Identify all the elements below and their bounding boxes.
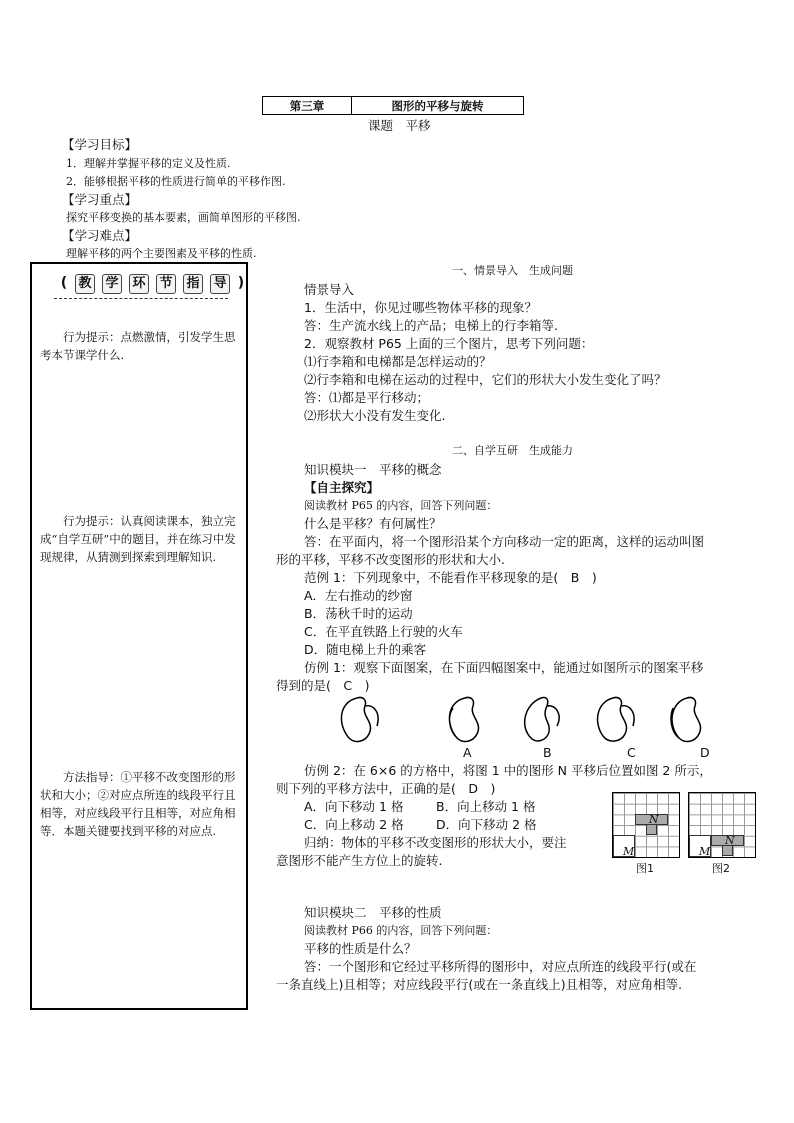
module2-title: 知识模块二 平移的性质 [304, 905, 442, 920]
section1-q2b: ⑵行李箱和电梯在运动的过程中，它们的形状大小发生变化了吗？ [304, 372, 667, 387]
option-a-pattern-icon [449, 697, 478, 741]
option-d-pattern-icon [671, 697, 701, 741]
example1-option-d: D．随电梯上升的乘客 [304, 642, 427, 657]
sidebar-tip-3: 方法指导：①平移不改变图形的形状和大小；②对应点所连的线段平行且相等，对应线段平行且相等，对应角相等．本题关键要找到平移的对应点. [40, 770, 236, 838]
section1-sub: 情景导入 [304, 282, 355, 297]
property-answer-2: 一条直线上)且相等；对应线段平行(或在一条直线上)且相等，对应角相等. [276, 977, 683, 992]
similar2-line2: 则下列的平移方法中，正确的是( D ) [276, 781, 496, 796]
example1-option-a: A．左右推动的纱窗 [304, 588, 413, 603]
sidebar-tip-1: 行为提示：点燃激情，引发学生思考本节课学什么. [40, 330, 236, 362]
concept-answer-2: 形的平移，平移不改变图形的形状和大小. [276, 552, 505, 567]
chapter-label: 第三章 [263, 97, 352, 114]
example1-question: 范例 1：下列现象中，不能看作平移现象的是( B ) [304, 570, 597, 585]
section1-heading: 一、情景导入 生成问题 [452, 264, 573, 277]
grid-figure-1 [612, 792, 680, 858]
section1-q2: 2．观察教材 P65 上面的三个图片，思考下列问题： [304, 336, 594, 351]
shape-m-label: M [699, 845, 711, 858]
sidebar-tip-2: 行为提示：认真阅读课本，独立完成“自学互研”中的题目，并在练习中发现规律，从猜测到探索到理解知识. [40, 514, 236, 564]
choice-label-b: B [543, 745, 552, 760]
figure-2-caption: 图2 [712, 862, 730, 875]
teaching-guide-sidebar [30, 262, 248, 1010]
sidebar-divider [54, 298, 228, 299]
shape-m-label: M [623, 845, 635, 858]
summary-line2: 意图形不能产生方位上的旋转. [276, 853, 443, 868]
concept-question: 什么是平移？有何属性？ [304, 516, 442, 531]
key-heading: 【学习重点】 [62, 192, 138, 207]
sidebar-title-char: 导 [210, 274, 230, 294]
sidebar-title-char: 指 [183, 274, 203, 294]
choice-label-d: D [700, 745, 710, 760]
section1-a1: 答：生产流水线上的产品；电梯上的行李箱等. [304, 318, 558, 333]
difficulty-heading: 【学习难点】 [62, 228, 138, 243]
similar2-option-d: D．向下移动 2 格 [436, 817, 537, 832]
goal-1: 1．理解并掌握平移的定义及性质. [66, 157, 231, 170]
pattern-figures [335, 694, 715, 746]
goal-heading: 【学习目标】 [62, 137, 138, 152]
difficulty-text: 理解平移的两个主要图素及平移的性质. [66, 247, 257, 260]
option-c-pattern-icon [598, 697, 635, 741]
sidebar-title-char: 节 [156, 274, 176, 294]
section1-a2a: 答：⑴都是平行移动； [304, 390, 430, 405]
section1-a2b: ⑵形状大小没有发生变化. [304, 408, 446, 423]
sidebar-title-char: 环 [129, 274, 149, 294]
figure-1-caption: 图1 [636, 862, 654, 875]
section1-q1: 1．生活中，你见过哪些物体平移的现象？ [304, 300, 537, 315]
example1-option-c: C．在平直铁路上行驶的火车 [304, 624, 463, 639]
similar2-line1: 仿例 2：在 6×6 的方格中，将图 1 中的图形 N 平移后位置如图 2 所示， [304, 763, 712, 778]
shape-n-label: N [725, 834, 735, 847]
section2-heading: 二、自学互研 生成能力 [452, 444, 573, 457]
sidebar-title-char: 学 [102, 274, 122, 294]
module1-title: 知识模块一 平移的概念 [304, 462, 442, 477]
similar2-option-c: C．向上移动 2 格 [304, 817, 404, 832]
read-instruction-1: 阅读教材 P65 的内容，回答下列问题： [304, 499, 498, 512]
similar2-option-a: A．向下移动 1 格 [304, 799, 404, 814]
similar1-line2: 得到的是( C ) [276, 678, 370, 693]
section1-q2a: ⑴行李箱和电梯都是怎样运动的？ [304, 354, 492, 369]
read-instruction-2: 阅读教材 P66 的内容，回答下列问题： [304, 924, 498, 937]
sidebar-title-char: 教 [75, 274, 95, 294]
summary-line1: 归纳：物体的平移不改变图形的形状大小，要注 [304, 835, 567, 850]
similar2-option-b: B．向上移动 1 格 [436, 799, 536, 814]
example1-option-b: B．荡秋千时的运动 [304, 606, 413, 621]
chapter-header [262, 96, 524, 115]
sidebar-title [60, 274, 245, 294]
explore-heading: 【自主探究】 [304, 480, 380, 495]
key-text: 探究平移变换的基本要素，画简单图形的平移图. [66, 211, 301, 224]
original-pattern-icon [341, 697, 378, 741]
goal-2: 2．能够根据平移的性质进行简单的平移作图. [66, 175, 286, 188]
shape-n-label: N [649, 813, 659, 826]
chapter-title: 图形的平移与旋转 [391, 98, 484, 113]
grid-figure-2 [688, 792, 756, 858]
choice-label-c: C [627, 745, 636, 760]
property-question: 平移的性质是什么？ [304, 941, 417, 956]
property-answer-1: 答：一个图形和它经过平移所得的图形中，对应点所连的线段平行(或在 [304, 959, 697, 974]
bracket-right-icon: ) [237, 275, 245, 291]
bracket-left-icon: ( [60, 275, 68, 291]
similar1-line1: 仿例 1：观察下面图案，在下面四幅图案中，能通过如图所示的图案平移 [304, 660, 704, 675]
option-b-pattern-icon [525, 697, 559, 740]
choice-label-a: A [463, 745, 472, 760]
concept-answer-1: 答：在平面内，将一个图形沿某个方向移动一定的距离，这样的运动叫图 [304, 534, 705, 549]
lesson-topic: 课题 平移 [368, 118, 431, 133]
